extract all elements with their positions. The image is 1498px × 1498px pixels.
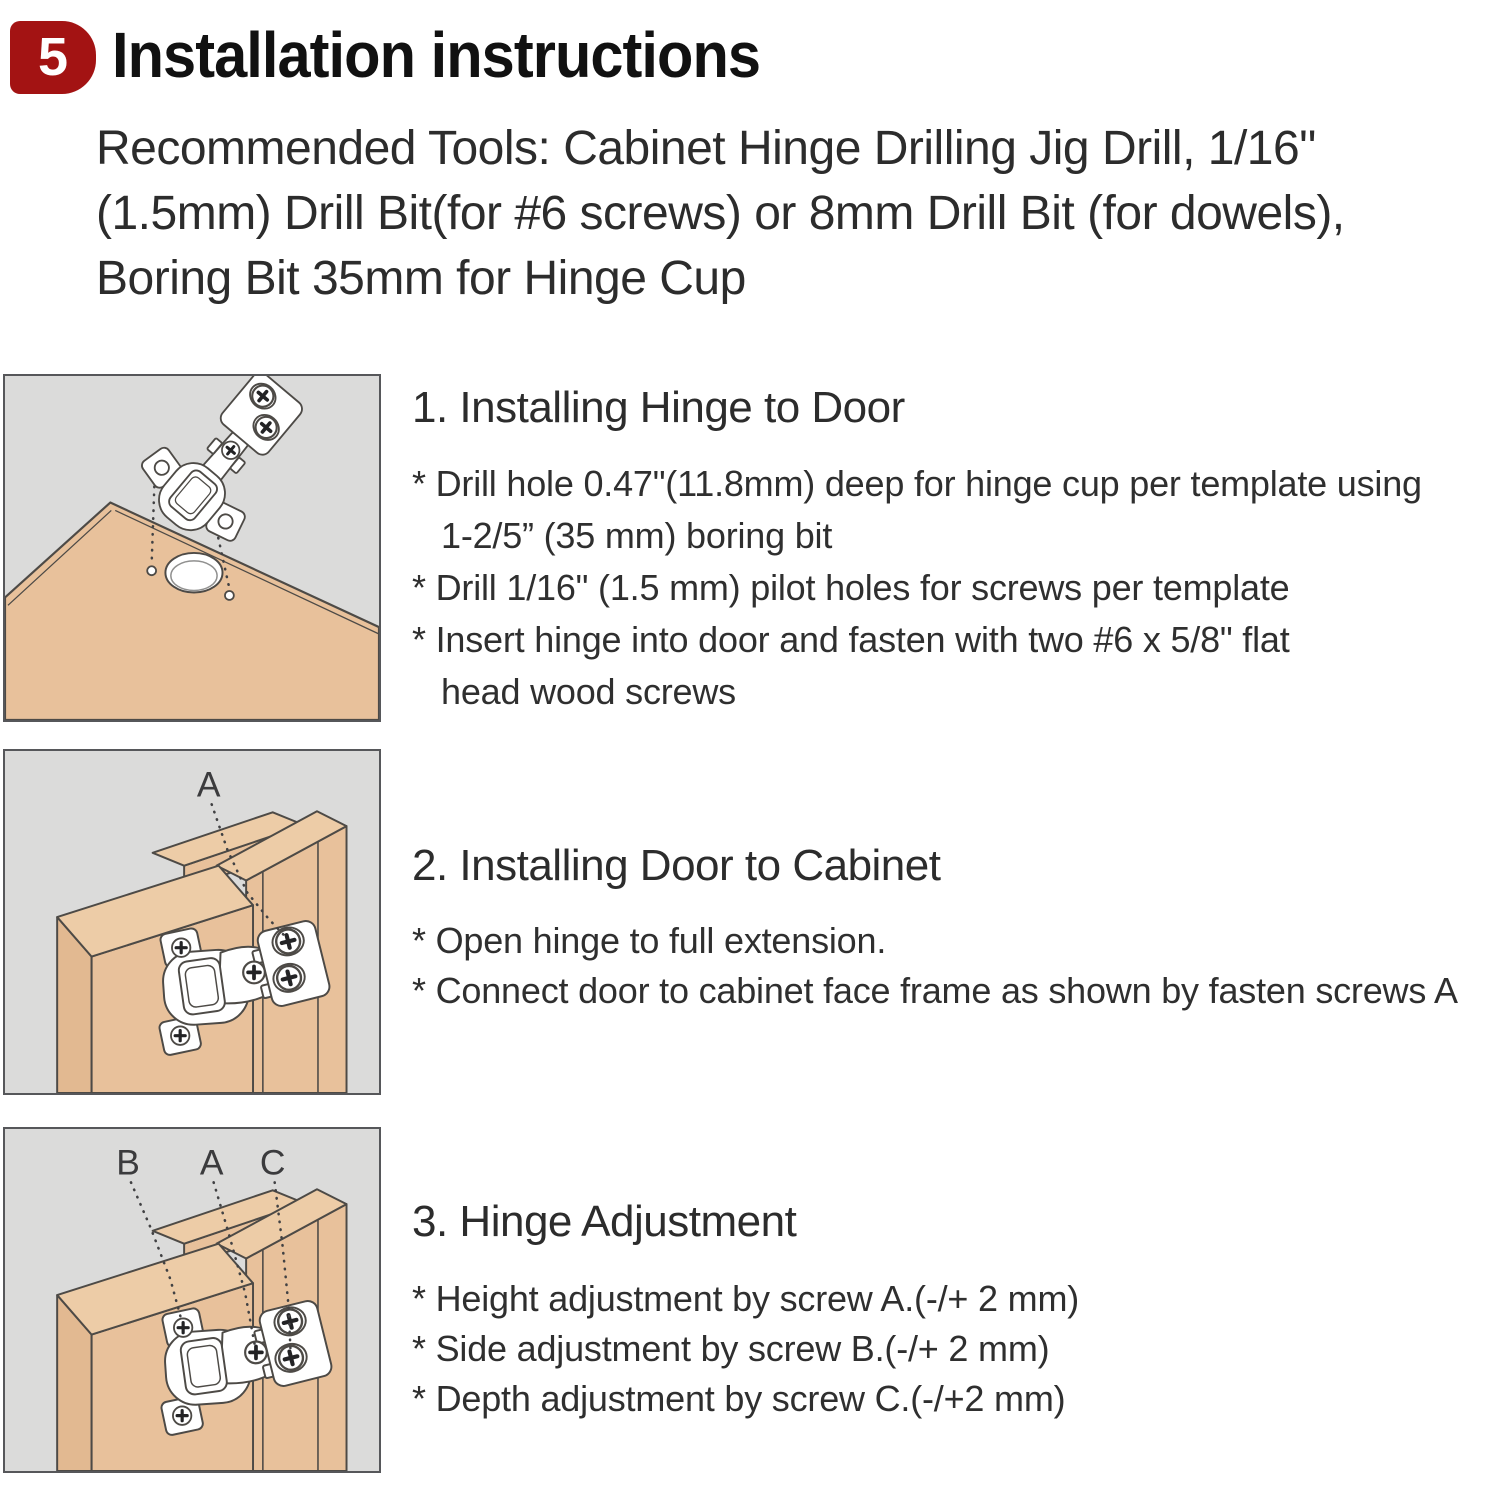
tools-note-line: Boring Bit 35mm for Hinge Cup [96,252,746,305]
instruction-line: 1-2/5” (35 mm) boring bit [441,515,833,556]
instruction-line: * Height adjustment by screw A.(-/+ 2 mm) [412,1278,1080,1319]
pilot-hole [147,566,156,575]
section-installing-door-to-cabinet [412,840,1492,1016]
step-number: 5 [37,26,69,87]
instruction-line: * Open hinge to full extension. [412,920,887,961]
instruction-line: head wood screws [441,671,736,712]
instruction-line: * Depth adjustment by screw C.(-/+2 mm) [412,1378,1066,1419]
instruction-line: * Connect door to cabinet face frame as shown by fasten screws A [412,970,1458,1011]
label-c: C [259,1142,286,1183]
page-title: Installation instructions [112,19,761,91]
step-number-badge [10,21,96,94]
hinge-cup-hole [165,553,222,593]
illustration-installing-door-to-cabinet [3,749,381,1095]
tools-note-line: Recommended Tools: Cabinet Hinge Drilling Jig Drill, 1/16" [96,122,1316,175]
tools-note [96,116,1345,311]
instruction-line: * Drill 1/16" (1.5 mm) pilot holes for screws per template [412,567,1290,608]
illustration-hinge-adjustment [3,1127,381,1473]
section-installing-hinge-to-door [412,382,1492,718]
pilot-hole [225,591,234,600]
instruction-line: * Drill hole 0.47"(11.8mm) deep for hinge cup per template using [412,463,1422,504]
section-heading: 1. Installing Hinge to Door [412,383,905,432]
section-heading: 3. Hinge Adjustment [412,1197,797,1246]
label-b: B [116,1142,140,1183]
instruction-line: * Side adjustment by screw B.(-/+ 2 mm) [412,1328,1050,1369]
section-heading: 2. Installing Door to Cabinet [412,841,941,890]
section-hinge-adjustment [412,1196,1492,1424]
instruction-line: * Insert hinge into door and fasten with two #6 x 5/8" flat [412,619,1290,660]
label-a: A [196,764,221,805]
tools-note-line: (1.5mm) Drill Bit(for #6 screws) or 8mm Drill Bit (for dowels), [96,187,1345,240]
illustration-installing-hinge-to-door [3,374,381,722]
label-a: A [199,1142,224,1183]
